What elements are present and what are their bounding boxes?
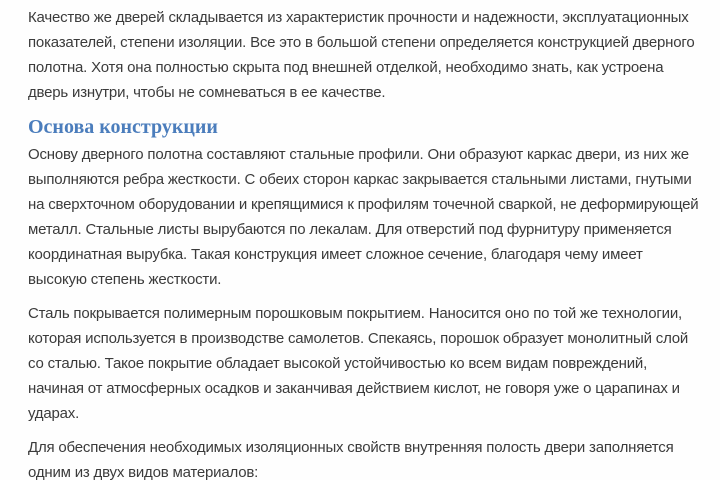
section-paragraph-coating: Сталь покрывается полимерным порошковым покрытием. Наносится оно по той же технологии, которая используется в производстве самолетов. Спекаясь, порошок образует монолитный слой со сталью. Такое покрытие обладает высокой устойчивостью ко всем видам повреждений, начиная от атмосферных осадков и заканчивая действием кислот, не говоря уже о царапинах и ударах. [28, 305, 689, 422]
intro-paragraph: Качество же дверей складывается из характеристик прочности и надежности, эксплуатационных показателей, степени изоляции. Все это в большой степени определяется конструкцией дверного полотна. Хотя она полностью скрыта под внешней отделкой, необходимо знать, как устроена дверь изнутри, чтобы не сомневаться в ее качестве. [28, 9, 695, 101]
section-paragraph-frame: Основу дверного полотна составляют стальные профили. Они образуют каркас двери, из них же выполняются ребра жесткости. С обеих сторон каркас закрывается стальными листами, гнутыми на сверхточном оборудовании и крепящимися к профилям точечной сваркой, не деформирующей металл. Стальные листы вырубаются по лекалам. Для отверстий под фурнитуру применяется координатная вырубка. Такая конструкция имеет сложное сечение, благодаря чему имеет высокую степень жесткости. [28, 146, 699, 288]
section-heading: Основа конструкции [28, 116, 218, 138]
section-paragraph-insulation: Для обеспечения необходимых изоляционных свойств внутренняя полость двери заполняется одним из двух видов материалов: [28, 439, 674, 480]
